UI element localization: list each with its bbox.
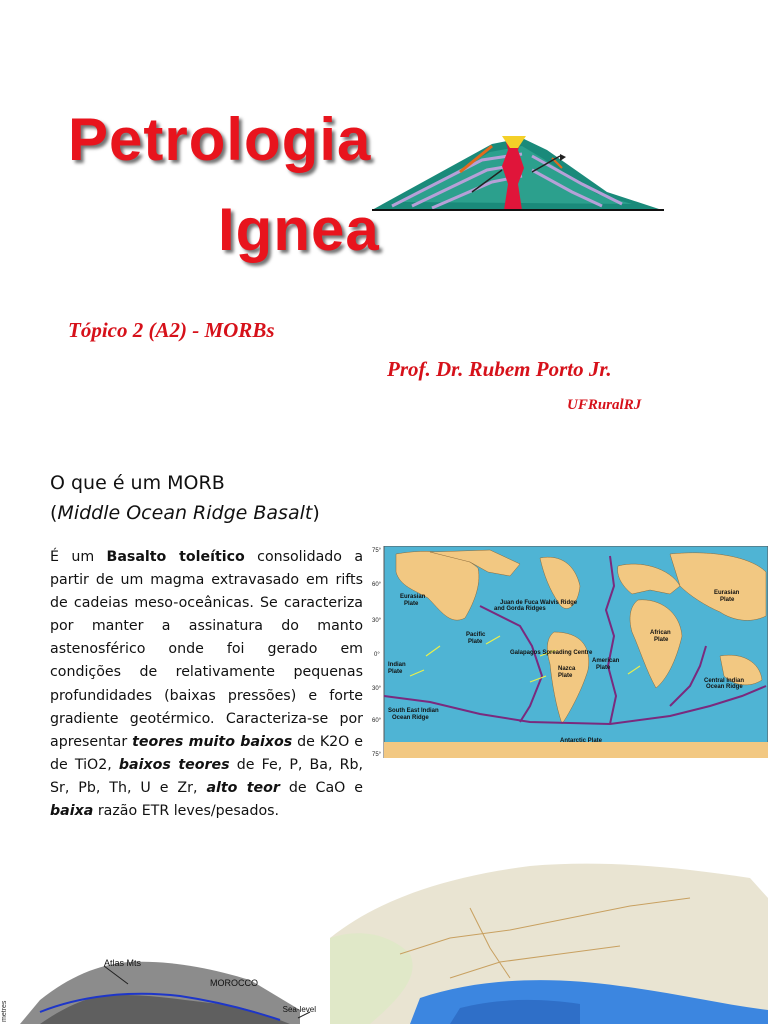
svg-text:Walvis Ridge: Walvis Ridge (540, 600, 578, 606)
svg-text:Plate: Plate (720, 597, 735, 603)
svg-text:and Gorda Ridges: and Gorda Ridges (494, 606, 546, 612)
terrain-map (330, 858, 768, 1024)
plate-tectonics-map (370, 546, 768, 758)
svg-text:75°: 75° (372, 752, 382, 758)
svg-text:American: American (592, 658, 620, 664)
svg-text:30°: 30° (372, 618, 382, 624)
svg-text:Plate: Plate (468, 639, 483, 645)
morocco-relief-section (0, 940, 320, 1024)
institution-name: UFRuralRJ (567, 397, 642, 413)
section-title: O que é um MORB (50, 472, 225, 494)
svg-text:Eurasian: Eurasian (714, 590, 740, 596)
svg-text:Nazca: Nazca (558, 666, 576, 672)
svg-text:Indian: Indian (388, 662, 406, 668)
svg-text:Central Indian: Central Indian (704, 678, 745, 684)
svg-text:African: African (650, 630, 671, 636)
topic-subtitle: Tópico 2 (A2) - MORBs (68, 318, 275, 342)
svg-text:0°: 0° (374, 652, 380, 658)
atlas-label: Atlas Mts (104, 958, 142, 968)
svg-text:Plate: Plate (596, 665, 611, 671)
svg-text:Plate: Plate (558, 673, 573, 679)
svg-text:Ocean Ridge: Ocean Ridge (392, 715, 429, 721)
section-body: É um Basalto toleítico consolidado a partir de um magma extravasado em rifts de cadeias meso-oceânicas. Se caracteriza por manter a assinatura do manto astenosférico onde foi gerado em condições de relativamente pequenas profundidades (baixas pressões) e forte gradiente geotérmico. Caracteriza-se por apresentar teores muito baixos de K2O e de TiO2, baixos teores de Fe, P, Ba, Rb, Sr, Pb, Th, U e Zr, alto teor de CaO e baixa razão ETR leves/pesados. (50, 549, 364, 820)
svg-text:Galapagos Spreading Centre: Galapagos Spreading Centre (510, 650, 593, 656)
volcano-illustration (372, 132, 672, 214)
svg-text:Juan de Fuca: Juan de Fuca (500, 600, 539, 606)
sealevel-label: Sea-level (282, 1005, 316, 1014)
svg-text:60°: 60° (372, 582, 382, 588)
svg-text:Eurasian: Eurasian (400, 594, 426, 600)
svg-text:30°: 30° (372, 686, 382, 692)
svg-text:Pacific: Pacific (466, 632, 486, 638)
svg-text:Plate: Plate (388, 669, 403, 675)
title-line-1: Petrologia (68, 106, 372, 173)
svg-text:South East Indian: South East Indian (388, 708, 439, 714)
svg-text:Antarctic Plate: Antarctic Plate (560, 738, 603, 744)
axis-label: metres (1, 1000, 8, 1022)
svg-text:60°: 60° (372, 718, 382, 724)
svg-text:75°: 75° (372, 548, 382, 554)
svg-text:Plate: Plate (654, 637, 669, 643)
morocco-label: MOROCCO (210, 978, 258, 988)
section-subtitle: (Middle Ocean Ridge Basalt) (50, 502, 320, 524)
svg-text:Plate: Plate (404, 601, 419, 607)
professor-name: Prof. Dr. Rubem Porto Jr. (387, 357, 612, 381)
title-line-2: Ignea (218, 196, 380, 263)
svg-text:Ocean Ridge: Ocean Ridge (706, 684, 743, 690)
